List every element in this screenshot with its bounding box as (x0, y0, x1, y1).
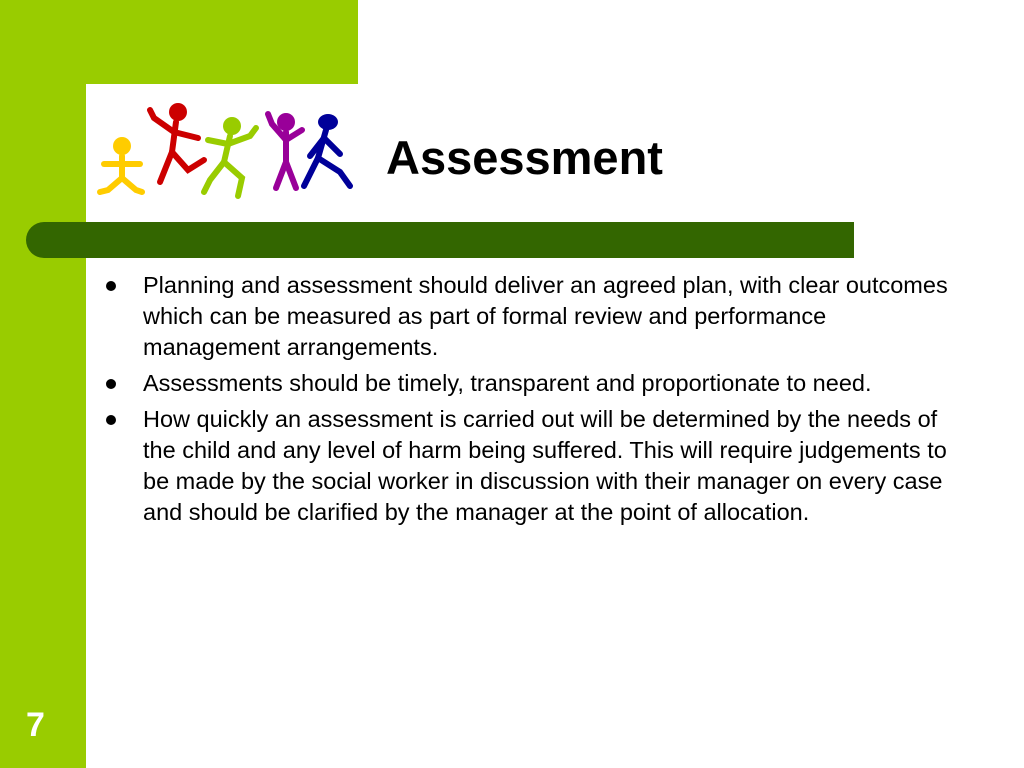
red-figure-icon (150, 103, 204, 182)
blue-figure-icon (304, 114, 350, 186)
slide-title: Assessment (386, 131, 663, 184)
slide-number: 7 (26, 706, 45, 744)
bullet-dot-icon (106, 415, 116, 425)
green-figure-icon (204, 117, 256, 196)
yellow-figure-icon (100, 137, 142, 192)
left-accent-band (0, 0, 86, 768)
bullet-text: How quickly an assessment is carried out will be determined by the needs of the child and any level of harm being suffered. This will require judgements to be made by the social worker in discussion with their manager on every case and should be clarified by the manager at the point of allocation. (143, 406, 947, 525)
bullet-list (100, 270, 960, 533)
stick-figures-icon (92, 100, 358, 206)
title-divider-bar (26, 222, 854, 258)
bullet-dot-icon (106, 379, 116, 389)
bullet-item (100, 404, 960, 528)
purple-figure-icon (268, 113, 302, 188)
bullet-text: Planning and assessment should deliver an agreed plan, with clear outcomes which can be measured as part of formal review and performance management arrangements. (143, 272, 948, 360)
bullet-item (100, 368, 960, 399)
bullet-item (100, 270, 960, 363)
bullet-dot-icon (106, 281, 116, 291)
bullet-text: Assessments should be timely, transparent and proportionate to need. (143, 370, 872, 396)
top-accent-band (0, 0, 358, 84)
